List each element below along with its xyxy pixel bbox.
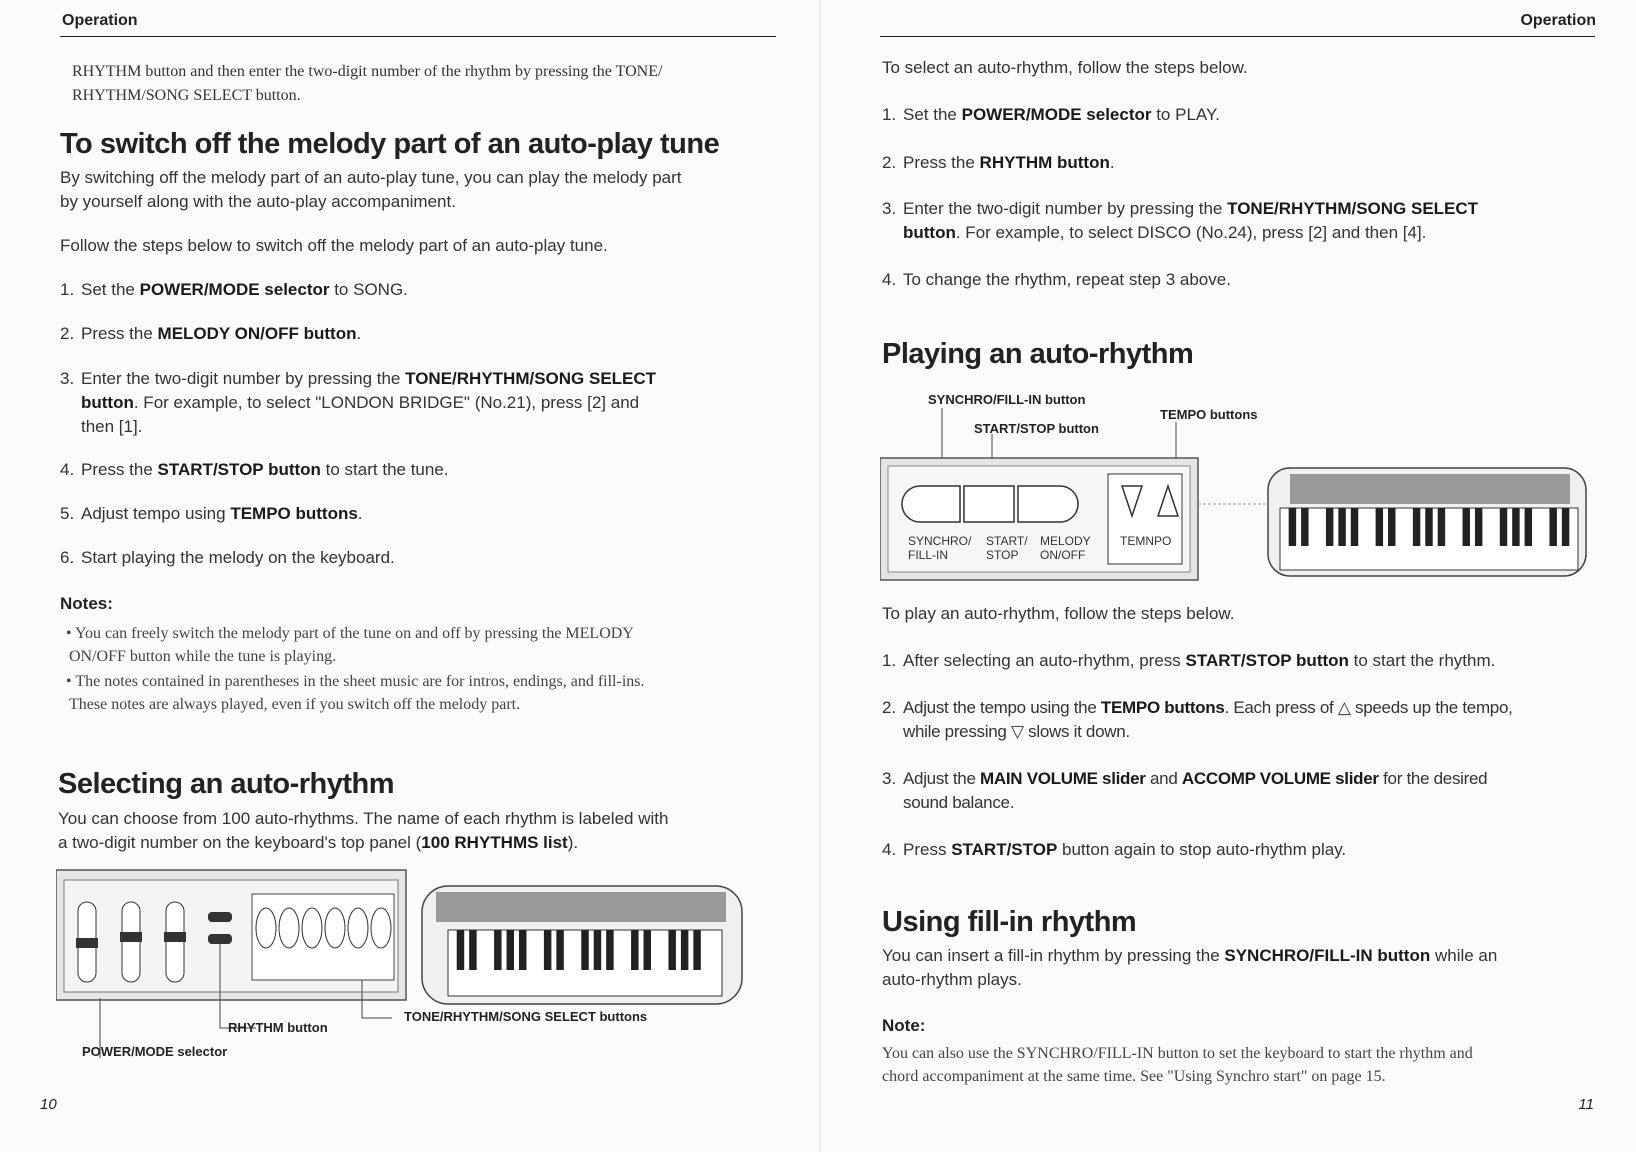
step-text: Press the — [81, 324, 158, 343]
step-text: sound balance. — [903, 793, 1015, 812]
step-bold: button — [903, 223, 956, 242]
black-key — [1438, 508, 1445, 546]
step-text: Set the — [81, 280, 140, 299]
playing-step-3 — [882, 767, 1602, 817]
black-key — [581, 930, 588, 970]
section-title-playing-rhythm: Playing an auto-rhythm — [882, 338, 1194, 370]
step-number: 2. — [60, 324, 75, 343]
step-text: to PLAY. — [1151, 105, 1220, 124]
black-key — [1301, 508, 1308, 546]
right-header-rule — [880, 36, 1595, 37]
selecting-rhythm-line2-end: ). — [567, 833, 579, 852]
step-text: Adjust the — [903, 769, 981, 788]
step-text: Enter the two-digit number by pressing the — [81, 369, 406, 388]
step-text: . — [356, 324, 362, 343]
btn-label-synchro-1: SYNCHRO/ — [908, 534, 972, 548]
step-text: Enter the two-digit number by pressing the — [903, 199, 1228, 218]
tempo-box — [1108, 474, 1182, 564]
step-text: To change the rhythm, repeat step 3 above. — [903, 270, 1231, 289]
btn-label-tempo: TEMNPO — [1120, 534, 1172, 548]
step-number: 4. — [882, 270, 897, 289]
btn-label-synchro-2: FILL-IN — [908, 548, 949, 562]
black-key — [1549, 508, 1556, 546]
black-key — [1425, 508, 1432, 546]
step-bold: MELODY ON/OFF button — [157, 324, 357, 343]
right-step-3 — [882, 197, 1582, 247]
rhythm-button-label: RHYTHM button — [228, 1020, 328, 1035]
step-bold: START/STOP button — [1185, 651, 1349, 670]
fill-in-bold: SYNCHRO/FILL-IN button — [1224, 946, 1431, 965]
step-text: . For example, to select DISCO (No.24), press [2] and then [4]. — [955, 223, 1427, 242]
fill-in-text-end: while an — [1430, 946, 1498, 965]
black-key — [606, 930, 613, 970]
step-bold: RHYTHM button — [979, 153, 1110, 172]
step-text: for the desired — [1378, 769, 1488, 788]
left-step-3 — [60, 367, 760, 439]
step-bold: MAIN VOLUME slider — [980, 769, 1146, 788]
left-header: Operation — [62, 12, 138, 29]
synchro-button-graphic — [902, 486, 960, 522]
black-key — [681, 930, 688, 970]
black-key — [507, 930, 514, 970]
step-bold: TEMPO buttons — [230, 504, 358, 523]
black-key — [693, 930, 700, 970]
step-number: 3. — [882, 199, 897, 218]
step-text: . — [357, 504, 363, 523]
black-key — [1562, 508, 1569, 546]
power-mode-slider-graphic — [76, 902, 98, 982]
btn-label-melody — [1040, 534, 1091, 562]
selecting-rhythm-paragraph — [58, 807, 668, 855]
tempo-up-symbol: △ — [1337, 698, 1351, 717]
step-text: to start the tune. — [320, 460, 449, 479]
accomp-volume-slider-graphic — [164, 902, 186, 982]
step-text: button again to stop auto-rhythm play. — [1057, 840, 1347, 859]
black-key — [594, 930, 601, 970]
melody-off-paragraph — [60, 166, 682, 214]
step-bold: START/STOP — [951, 840, 1058, 859]
step-text: Adjust the tempo using the — [903, 698, 1101, 717]
selecting-rhythm-line1: You can choose from 100 auto-rhythms. The name of each rhythm is labeled with — [58, 809, 669, 828]
playing-rhythm-intro: To play an auto-rhythm, follow the steps below. — [882, 604, 1235, 623]
page-number-right: 11 — [1578, 1096, 1594, 1113]
start-stop-button-graphic — [964, 486, 1014, 522]
black-key — [544, 930, 551, 970]
step-number: 1. — [882, 651, 897, 670]
note-1-line2: ON/OFF button while the tune is playing. — [69, 648, 337, 665]
step-text: and — [1145, 769, 1182, 788]
right-header: Operation — [1520, 12, 1596, 29]
step-number: 1. — [882, 105, 897, 124]
fill-in-paragraph — [882, 944, 1497, 992]
right-intro: To select an auto-rhythm, follow the steps below. — [882, 58, 1248, 77]
black-key — [1376, 508, 1383, 546]
step-text: . For example, to select "LONDON BRIDGE" (No.21), press [2] and — [133, 393, 640, 412]
note-1-line1: • You can freely switch the melody part of the tune on and off by pressing the MELODY — [66, 625, 634, 642]
step-number: 4. — [882, 840, 897, 859]
fill-in-line2: auto-rhythm plays. — [882, 970, 1022, 989]
tone-select-label: TONE/RHYTHM/SONG SELECT buttons — [404, 1009, 648, 1024]
step-text: speeds up the tempo, — [1350, 698, 1513, 717]
synchro-fill-in-label: SYNCHRO/FILL-IN button — [928, 392, 1086, 407]
note-line1: You can also use the SYNCHRO/FILL-IN button to set the keyboard to start the rhythm and — [882, 1045, 1473, 1062]
step-bold: TONE/RHYTHM/SONG SELECT — [1227, 199, 1479, 218]
note-2-line1: • The notes contained in parentheses in the sheet music are for intros, endings, and fill-ins. — [66, 673, 645, 690]
left-header-rule — [60, 36, 776, 37]
tempo-buttons-label: TEMPO buttons — [1160, 407, 1258, 422]
melody-button-graphic — [1018, 486, 1078, 522]
notes-title: Notes: — [60, 594, 113, 613]
black-key — [631, 930, 638, 970]
step-bold: POWER/MODE selector — [961, 105, 1152, 124]
step-number: 3. — [882, 769, 897, 788]
btn-label-synchro — [908, 534, 971, 562]
melody-off-p1-line2: by yourself along with the auto-play accompaniment. — [60, 192, 456, 211]
black-key — [519, 930, 526, 970]
main-volume-slider-graphic — [120, 902, 142, 982]
black-key — [1525, 508, 1532, 546]
black-key — [1326, 508, 1333, 546]
step-number: 2. — [882, 153, 897, 172]
step-text: Adjust tempo using — [81, 504, 231, 523]
step-number: 2. — [882, 698, 897, 717]
step-bold: TEMPO buttons — [1100, 698, 1225, 717]
fill-in-note — [882, 1042, 1473, 1088]
step-text: while pressing — [903, 722, 1011, 741]
right-page — [822, 0, 1636, 1152]
left-intro-line2: RHYTHM/SONG SELECT button. — [72, 87, 301, 104]
section-title-melody-off: To switch off the melody part of an auto-play tune — [60, 128, 720, 160]
start-stop-label: START/STOP button — [974, 421, 1099, 436]
step-text: Press the — [903, 153, 980, 172]
page-number-left: 10 — [40, 1096, 57, 1113]
black-key — [556, 930, 563, 970]
step-text: slows it down. — [1023, 722, 1130, 741]
step-bold: TONE/RHYTHM/SONG SELECT — [405, 369, 657, 388]
step-text: After selecting an auto-rhythm, press — [903, 651, 1186, 670]
btn-label-start — [986, 534, 1028, 562]
black-key — [644, 930, 651, 970]
black-key — [1512, 508, 1519, 546]
black-key — [668, 930, 675, 970]
right-keyboard-panel — [1290, 474, 1570, 504]
btn-label-melody-1: MELODY — [1040, 534, 1091, 548]
black-key — [469, 930, 476, 970]
step-number: 3. — [60, 369, 75, 388]
note-2-line2: These notes are always played, even if you switch off the melody part. — [69, 696, 521, 713]
step-bold: POWER/MODE selector — [139, 280, 330, 299]
black-key — [1463, 508, 1470, 546]
step-text: Start playing the melody on the keyboard. — [81, 548, 395, 567]
btn-label-start-2: STOP — [986, 548, 1019, 562]
black-key — [1351, 508, 1358, 546]
note-title: Note: — [882, 1016, 926, 1035]
black-key — [1500, 508, 1507, 546]
section-title-fill-in: Using fill-in rhythm — [882, 906, 1137, 938]
right-black-keys — [1289, 508, 1570, 546]
step-bold: START/STOP button — [157, 460, 321, 479]
step-number: 1. — [60, 280, 75, 299]
rhythm-button-graphic — [208, 934, 232, 944]
section-title-selecting-rhythm: Selecting an auto-rhythm — [58, 768, 395, 800]
note-line2: chord accompaniment at the same time. See "Using Synchro start" on page 15. — [882, 1068, 1386, 1085]
black-key — [1388, 508, 1395, 546]
melody-off-p1-line1: By switching off the melody part of an auto-play tune, you can play the melody part — [60, 168, 682, 187]
step-text: Press the — [81, 460, 158, 479]
step-text: then [1]. — [81, 417, 143, 436]
tempo-down-symbol: ▽ — [1010, 722, 1024, 741]
left-intro-line1: RHYTHM button and then enter the two-digit number of the rhythm by pressing the TONE/ — [72, 63, 663, 80]
black-key — [1475, 508, 1482, 546]
step-number: 5. — [60, 504, 75, 523]
btn-label-start-1: START/ — [986, 534, 1028, 548]
step-text: . — [1109, 153, 1115, 172]
note-1 — [66, 622, 634, 668]
tone-button-graphic — [208, 912, 232, 922]
rhythms-list-bold: 100 RHYTHMS list — [421, 833, 568, 852]
step-text: Set the — [903, 105, 962, 124]
step-text: . Each press of — [1224, 698, 1338, 717]
btn-label-melody-2: ON/OFF — [1040, 548, 1086, 562]
left-intro — [72, 60, 662, 108]
black-key — [1289, 508, 1296, 546]
step-bold: button — [81, 393, 134, 412]
melody-off-p2: Follow the steps below to switch off the melody part of an auto-play tune. — [60, 236, 608, 255]
keyboard-panel — [436, 892, 726, 922]
black-key — [1413, 508, 1420, 546]
step-text: to start the rhythm. — [1348, 651, 1496, 670]
playing-step-2 — [882, 696, 1602, 746]
power-mode-label: POWER/MODE selector — [82, 1044, 228, 1059]
note-2 — [66, 670, 645, 716]
black-key — [457, 930, 464, 970]
black-key — [494, 930, 501, 970]
fill-in-text: You can insert a fill-in rhythm by pressing the — [882, 946, 1225, 965]
step-text: Press — [903, 840, 952, 859]
black-key — [1338, 508, 1345, 546]
step-bold: ACCOMP VOLUME slider — [1181, 769, 1379, 788]
step-number: 6. — [60, 548, 75, 567]
step-text: to SONG. — [329, 280, 408, 299]
book-spine — [819, 0, 821, 1152]
selecting-rhythm-line2: a two-digit number on the keyboard's top panel ( — [58, 833, 422, 852]
step-number: 4. — [60, 460, 75, 479]
